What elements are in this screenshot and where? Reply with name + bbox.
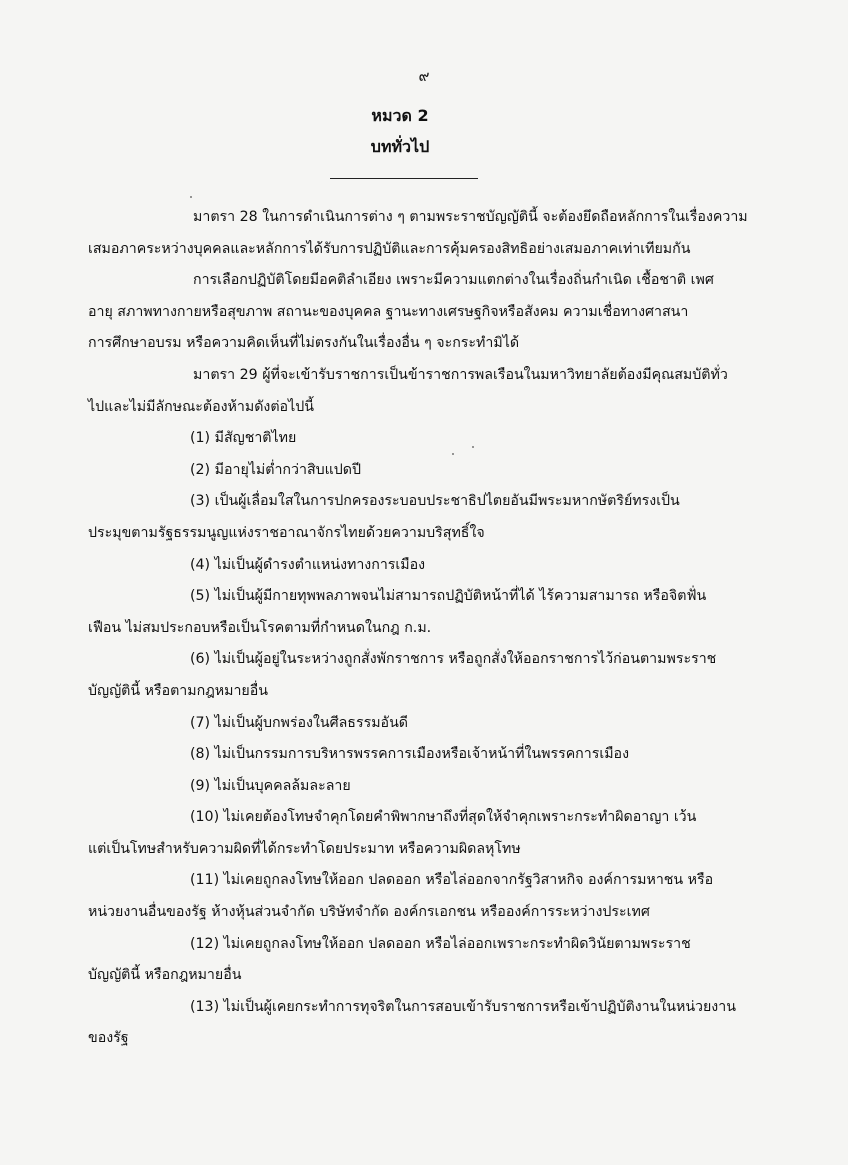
heading-divider — [330, 178, 478, 179]
text-line: (10) ไม่เคยต้องโทษจำคุกโดยคำพิพากษาถึงที่สุดให้จำคุกเพราะกระทำผิดอาญา เว้น — [190, 809, 697, 826]
text-line: (3) เป็นผู้เลื่อมใสในการปกครองระบอบประชาธิปไตยอันมีพระมหากษัตริย์ทรงเป็น — [190, 493, 680, 510]
body-text — [88, 202, 756, 1055]
text-line: (13) ไม่เป็นผู้เคยกระทำการทุจริตในการสอบเข้ารับราชการหรือเข้าปฏิบัติงานในหน่วยงาน — [190, 998, 736, 1015]
text-line: (4) ไม่เป็นผู้ดำรงตำแหน่งทางการเมือง — [190, 556, 426, 573]
text-line: การเลือกปฏิบัติโดยมีอคติลำเอียง เพราะมีความแตกต่างในเรื่องถิ่นกำเนิด เชื้อชาติ เพศ — [193, 272, 714, 289]
text-line: (5) ไม่เป็นผู้มีกายทุพพลภาพจนไม่สามารถปฏิบัติหน้าที่ได้ ไร้ความสามารถ หรือจิตฟั่น — [190, 588, 707, 605]
text-line: แต่เป็นโทษสำหรับความผิดที่ได้กระทำโดยประมาท หรือความผิดลหุโทษ — [88, 840, 521, 857]
text-line: อายุ สภาพทางกายหรือสุขภาพ สถานะของบุคคล ฐานะทางเศรษฐกิจหรือสังคม ความเชื่อทางศาสนา — [88, 303, 689, 320]
text-line: มาตรา 28 ในการดำเนินการต่าง ๆ ตามพระราชบัญญัตินี้ จะต้องยึดถือหลักการในเรื่องความ — [193, 209, 748, 225]
page-number: ๙ — [418, 67, 430, 85]
text-line: (9) ไม่เป็นบุคคลล้มละลาย — [190, 777, 351, 794]
scan-speck — [472, 446, 474, 448]
text-line: การศึกษาอบรม หรือความคิดเห็นที่ไม่ตรงกันในเรื่องอื่น ๆ จะกระทำมิได้ — [88, 335, 520, 352]
text-line: บัญญัตินี้ หรือกฎหมายอื่น — [88, 967, 242, 984]
chapter-heading: หมวด 2 — [371, 106, 429, 125]
text-line: (2) มีอายุไม่ต่ำกว่าสิบแปดปี — [190, 461, 361, 478]
text-line: มาตรา 29 ผู้ที่จะเข้ารับราชการเป็นข้าราชการพลเรือนในมหาวิทยาลัยต้องมีคุณสมบัติทั่ว — [193, 366, 728, 383]
text-line: ประมุขตามรัฐธรรมนูญแห่งราชอาณาจักรไทยด้วยความบริสุทธิ์ใจ — [88, 524, 485, 541]
text-line: เสมอภาคระหว่างบุคคลและหลักการได้รับการปฏิบัติและการคุ้มครองสิทธิอย่างเสมอภาคเท่าเทียมกัน — [88, 240, 691, 257]
text-line: บัญญัตินี้ หรือตามกฎหมายอื่น — [88, 682, 268, 699]
text-line: หน่วยงานอื่นของรัฐ ห้างหุ้นส่วนจำกัด บริษัทจำกัด องค์กรเอกชน หรือองค์การระหว่างประเทศ — [88, 904, 650, 921]
text-line: (6) ไม่เป็นผู้อยู่ในระหว่างถูกสั่งพักราชการ หรือถูกสั่งให้ออกราชการไว้ก่อนตามพระราช — [190, 651, 717, 668]
text-line: ไปและไม่มีลักษณะต้องห้ามดังต่อไปนี้ — [88, 398, 314, 415]
scan-speck — [190, 196, 192, 198]
text-line: เฟือน ไม่สมประกอบหรือเป็นโรคตามที่กำหนดในกฎ ก.ม. — [88, 619, 432, 636]
text-line: (7) ไม่เป็นผู้บกพร่องในศีลธรรมอันดี — [190, 714, 408, 731]
text-line: (1) มีสัญชาติไทย — [190, 430, 297, 447]
text-line: (8) ไม่เป็นกรรมการบริหารพรรคการเมืองหรือเจ้าหน้าที่ในพรรคการเมือง — [190, 746, 630, 763]
chapter-title: บททั่วไป — [370, 137, 430, 156]
scan-speck — [452, 453, 454, 455]
text-line: (11) ไม่เคยถูกลงโทษให้ออก ปลดออก หรือไล่ออกจากรัฐวิสาหกิจ องค์การมหาชน หรือ — [190, 872, 714, 889]
text-line: ของรัฐ — [88, 1030, 129, 1047]
text-line: (12) ไม่เคยถูกลงโทษให้ออก ปลดออก หรือไล่ออกเพราะกระทำผิดวินัยตามพระราช — [190, 935, 691, 952]
